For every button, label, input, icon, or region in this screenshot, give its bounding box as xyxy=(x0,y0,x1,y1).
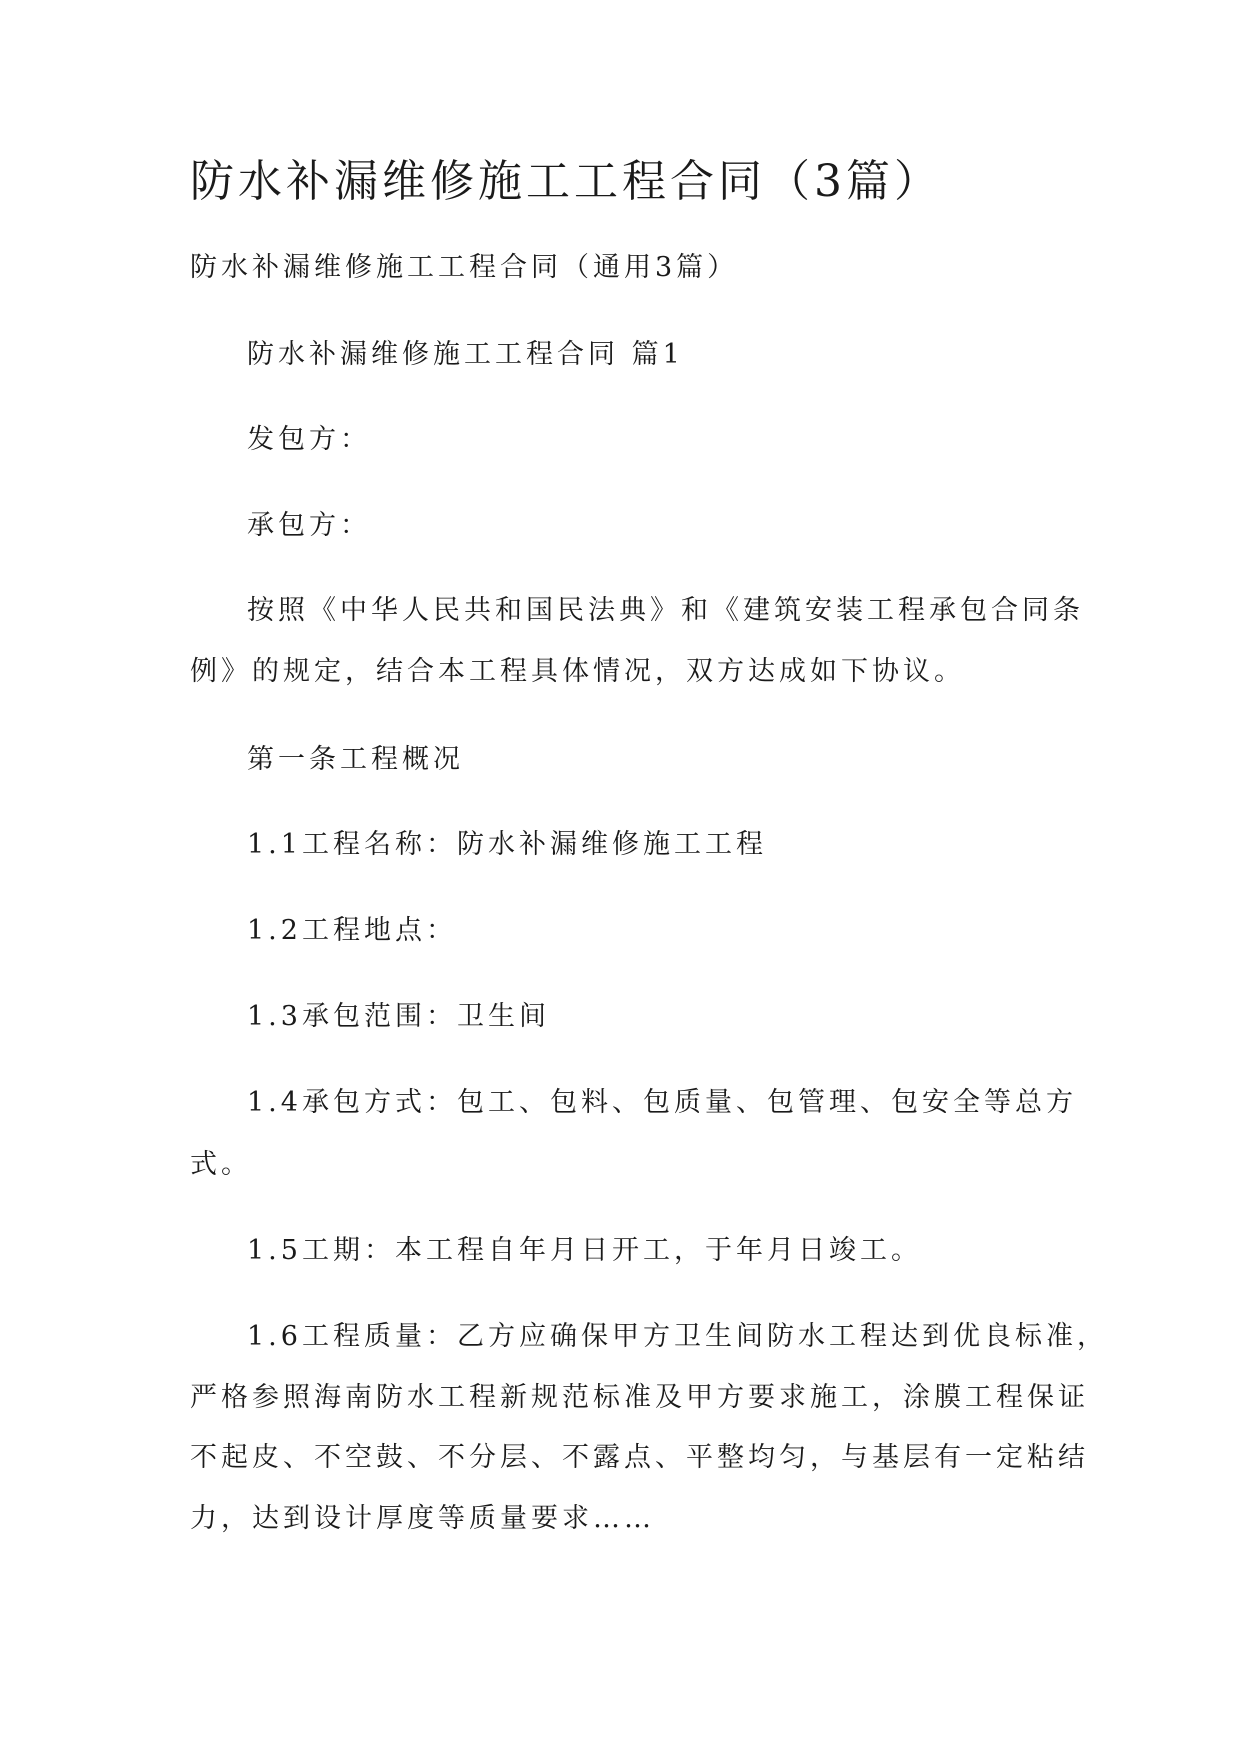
employer-line: 发包方： xyxy=(247,424,371,455)
contractor-line: 承包方： xyxy=(247,510,371,541)
item-1-4-line-1: 1.4承包方式：包工、包料、包质量、包管理、包安全等总方 xyxy=(247,1087,1077,1118)
item-1-6-line-1: 1.6工程质量：乙方应确保甲方卫生间防水工程达到优良标准， xyxy=(247,1321,1108,1352)
item-1-6-line-3: 不起皮、不空鼓、不分层、不露点、平整均匀，与基层有一定粘结 xyxy=(190,1442,1089,1473)
item-1-5: 1.5工期：本工程自年月日开工，于年月日竣工。 xyxy=(247,1235,922,1266)
item-1-1: 1.1工程名称：防水补漏维修施工工程 xyxy=(247,829,767,860)
document-title: 防水补漏维修施工工程合同（3篇） xyxy=(190,156,942,207)
item-1-3: 1.3承包范围：卫生间 xyxy=(247,1001,550,1032)
item-1-6-line-4: 力，达到设计厚度等质量要求…… xyxy=(190,1503,655,1534)
article1-heading: 第一条工程概况 xyxy=(247,744,464,775)
section-heading: 防水补漏维修施工工程合同 篇1 xyxy=(247,339,684,370)
item-1-2: 1.2工程地点： xyxy=(247,915,457,946)
preamble-line-2: 例》的规定，结合本工程具体情况，双方达成如下协议。 xyxy=(190,656,965,687)
item-1-4-line-2: 式。 xyxy=(190,1149,252,1180)
item-1-6-line-2: 严格参照海南防水工程新规范标准及甲方要求施工，涂膜工程保证 xyxy=(190,1382,1089,1413)
document-subtitle: 防水补漏维修施工工程合同（通用3篇） xyxy=(190,252,739,283)
preamble-line-1: 按照《中华人民共和国民法典》和《建筑安装工程承包合同条 xyxy=(247,595,1084,626)
